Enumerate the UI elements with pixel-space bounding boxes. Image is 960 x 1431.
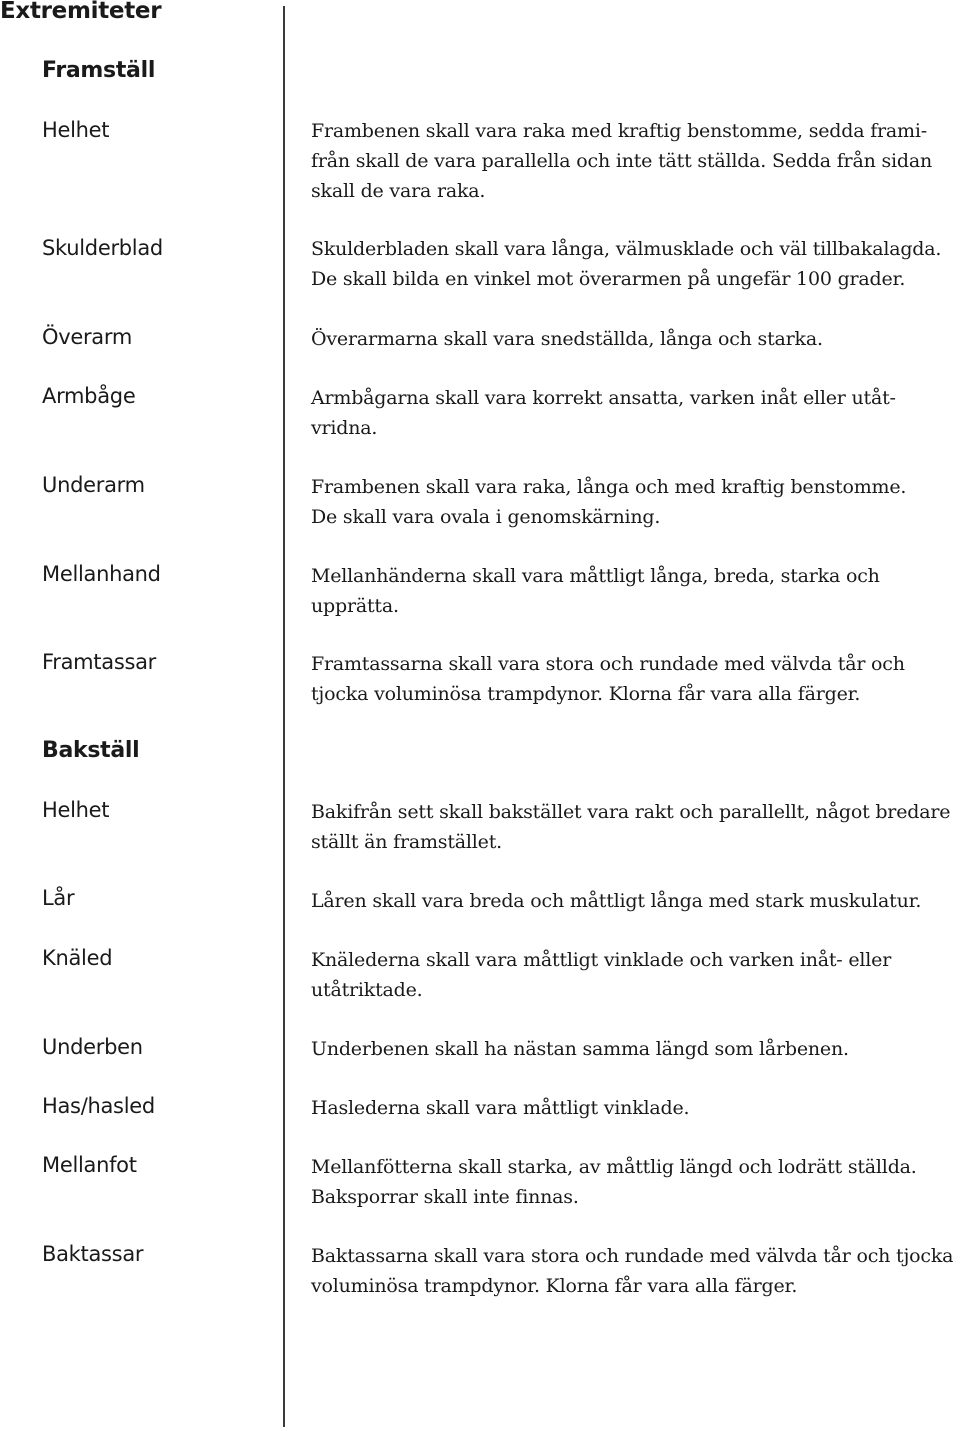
label-mellanfot: Mellanfot (42, 1153, 137, 1177)
label-helhet-bak: Helhet (42, 798, 110, 822)
label-overarm: Överarm (42, 325, 133, 349)
desc-helhet-fram: Frambenen skall vara raka med kraftig benstomme, sedda frami- från skall de vara parallella och inte tätt ställda. Sedda från sidan skall de vara raka. (311, 120, 933, 202)
desc-underben: Underbenen skall ha nästan samma längd som lårbenen. (311, 1038, 849, 1060)
desc-mellanfot: Mellanfötterna skall starka, av måttlig längd och lodrätt ställda. Baksporrar skall inte finnas. (311, 1156, 917, 1208)
label-hasled: Has/hasled (42, 1094, 155, 1118)
column-divider (283, 6, 285, 1427)
desc-mellanhand: Mellanhänderna skall vara måttligt långa, breda, starka och upprätta. (311, 565, 880, 617)
label-armbage: Armbåge (42, 384, 136, 408)
desc-overarm: Överarmarna skall vara snedställda, långa och starka. (311, 328, 823, 350)
desc-baktassar: Baktassarna skall vara stora och rundade med välvda tår och tjocka voluminösa trampdynor. Klorna får vara alla färger. (311, 1245, 954, 1297)
desc-underarm: Frambenen skall vara raka, långa och med kraftig benstomme. De skall vara ovala i genomskärning. (311, 476, 907, 528)
desc-armbage: Armbågarna skall vara korrekt ansatta, varken inåt eller utåt- vridna. (311, 387, 896, 439)
desc-skulderblad: Skulderbladen skall vara långa, välmusklade och väl tillbakalagda. De skall bilda en vinkel mot överarmen på ungefär 100 grader. (311, 238, 942, 290)
label-knaled: Knäled (42, 946, 113, 970)
desc-helhet-bak: Bakifrån sett skall bakstället vara rakt och parallellt, något bredare ställt än framstället. (311, 801, 951, 853)
label-underarm: Underarm (42, 473, 145, 497)
label-mellanhand: Mellanhand (42, 562, 161, 586)
label-underben: Underben (42, 1035, 143, 1059)
section-heading-bakstall: Bakställ (42, 738, 140, 763)
label-helhet-fram: Helhet (42, 118, 110, 142)
desc-knaled: Knälederna skall vara måttligt vinklade och varken inåt- eller utåtriktade. (311, 949, 892, 1001)
label-framtassar: Framtassar (42, 650, 156, 674)
label-baktassar: Baktassar (42, 1242, 144, 1266)
label-skulderblad: Skulderblad (42, 236, 163, 260)
desc-framtassar: Framtassarna skall vara stora och rundade med välvda tår och tjocka voluminösa trampdynor. Klorna får vara alla färger. (311, 653, 905, 705)
desc-hasled: Haslederna skall vara måttligt vinklade. (311, 1097, 690, 1119)
section-heading-framstall: Framställ (42, 58, 156, 83)
page-title: Extremiteter (0, 0, 162, 24)
label-lar: Lår (42, 886, 75, 910)
desc-lar: Låren skall vara breda och måttligt långa med stark muskulatur. (311, 890, 922, 912)
